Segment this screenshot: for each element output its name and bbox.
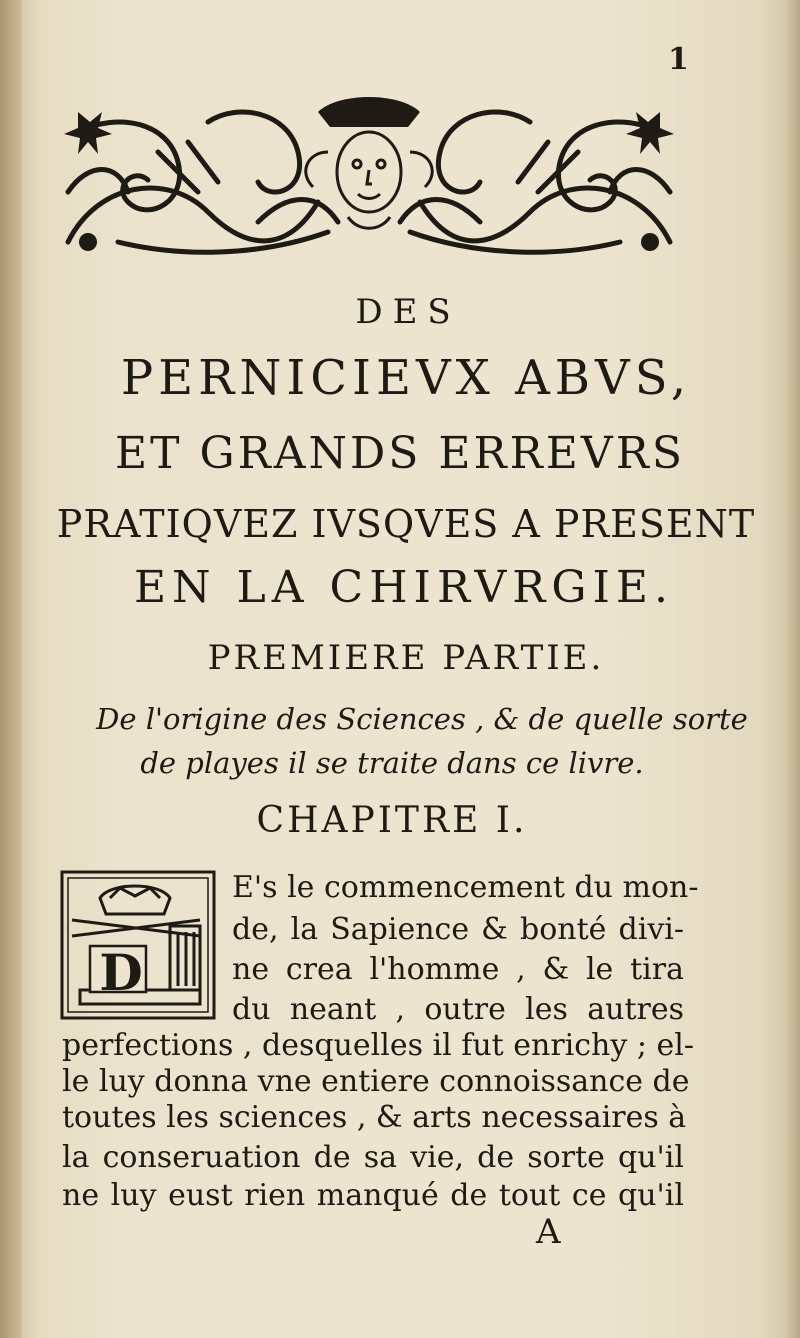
chapter-title: CHAPITRE I. <box>256 800 528 841</box>
heading-line-2: ET GRANDS ERREVRS <box>115 428 685 479</box>
page-number: 1 <box>668 42 689 77</box>
body-line-1: E's le commencement du mon- <box>232 870 699 905</box>
body-line-7: toutes les sciences , & arts necessaires à <box>62 1100 687 1135</box>
drop-cap-letter: D <box>99 943 143 1002</box>
heading-des: DES <box>355 292 461 332</box>
body-line-3: ne crea l'homme , & le tira <box>232 952 684 987</box>
body-line-9: ne luy eust rien manqué de tout ce qu'il <box>62 1178 684 1213</box>
body-line-5: perfections , desquelles il fut enrichy ; el- <box>62 1028 694 1063</box>
body-line-4: du neant , outre les autres <box>232 992 684 1027</box>
heading-line-3: PRATIQVEZ IVSQVES A PRESENT <box>56 502 756 546</box>
subtitle-line-2: de playes il se traite dans ce livre. <box>140 746 644 780</box>
body-line-8: la conseruation de sa vie, de sorte qu'il <box>62 1140 684 1175</box>
decorative-headpiece <box>58 92 680 262</box>
heading-line-4: EN LA CHIRVRGIE. <box>133 562 675 613</box>
part-title: PREMIERE PARTIE. <box>207 638 605 678</box>
signature-mark: A <box>536 1212 561 1252</box>
subtitle-line-1: De l'origine des Sciences , & de quelle sorte <box>96 702 748 736</box>
heading-line-1: PERNICIEVX ABVS, <box>120 350 692 406</box>
body-line-2: de, la Sapience & bonté divi- <box>232 912 684 947</box>
body-line-6: le luy donna vne entiere connoissance de <box>62 1064 690 1099</box>
